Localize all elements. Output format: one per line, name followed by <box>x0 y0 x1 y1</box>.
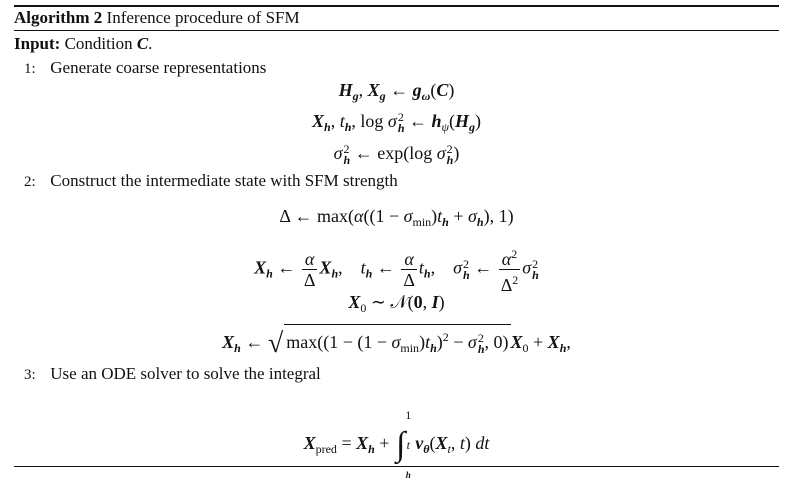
integral-sign: ∫ <box>395 426 406 463</box>
step-text: Construct the intermediate state with SFM strength <box>50 171 398 190</box>
algorithm-name: Inference procedure of SFM <box>106 8 300 27</box>
step-number: 3: <box>24 367 36 383</box>
input-text: Condition <box>64 34 133 53</box>
pred-sub: pred <box>315 442 337 457</box>
step-text: Generate coarse representations <box>50 58 267 77</box>
bottom-rule <box>14 466 779 467</box>
equation-variance: σ 2 h ← exp(log σ 2 h ) <box>333 141 460 167</box>
exp-two: 2 <box>397 109 404 124</box>
step-1 <box>24 57 266 80</box>
input-symbol: C <box>136 34 149 53</box>
algorithm-label: Algorithm 2 <box>14 8 103 27</box>
step-number: 1: <box>24 61 36 77</box>
sigma-min-sub: min <box>412 215 432 229</box>
equation-delta: Δ ← $\max(\alpha((1 - \sigma_{min})t_h + \sigma_h)$, 1) <box>279 206 514 229</box>
equation-coarse-h: $X_h$, $t_h$, log σ 2 h ← $h_\psi(H_g)$ <box>312 109 481 135</box>
input-label: Input: <box>14 34 61 53</box>
equation-coarse-g: $H_g$, $X_g$ ← $g_\omega(C)$ <box>338 80 455 103</box>
algorithm-title <box>14 7 300 29</box>
input-suffix: . <box>148 34 153 53</box>
max-op: max <box>317 206 348 226</box>
step-3 <box>24 363 321 386</box>
step-2 <box>24 170 398 193</box>
title-rule <box>14 30 779 31</box>
step-text: Use an ODE solver to solve the integral <box>50 364 321 383</box>
step-number: 2: <box>24 174 36 190</box>
exp-op: exp <box>377 143 404 163</box>
equation-integral: $X_{pred} = X_h$ + ∫ 1 t h $v_\theta(X_t$, t) dt <box>0 400 793 490</box>
equation-noise: $X_0$ ∼ 𝒩(0, I) <box>348 292 445 315</box>
integral-upper-limit: 1 <box>405 408 412 422</box>
log-op: log <box>360 111 384 131</box>
equation-intermediate: $X_h$ ← √ $\max((1 - (1 - \sigma_{min})t_h)^2 - \sigma$ 2 h , 0) $X_0 + X_h$, <box>0 324 793 360</box>
input-line <box>14 33 152 55</box>
equation-scaling: $X_h$ ← $\frac{\alpha}{\Delta}$ $X_h$, $t_h$ ← $\frac{\alpha}{\Delta}$ $t_h$, σ 2 h ← $\frac{\alpha^2}{\Delta^2}$ σ 2 h <box>0 244 793 295</box>
